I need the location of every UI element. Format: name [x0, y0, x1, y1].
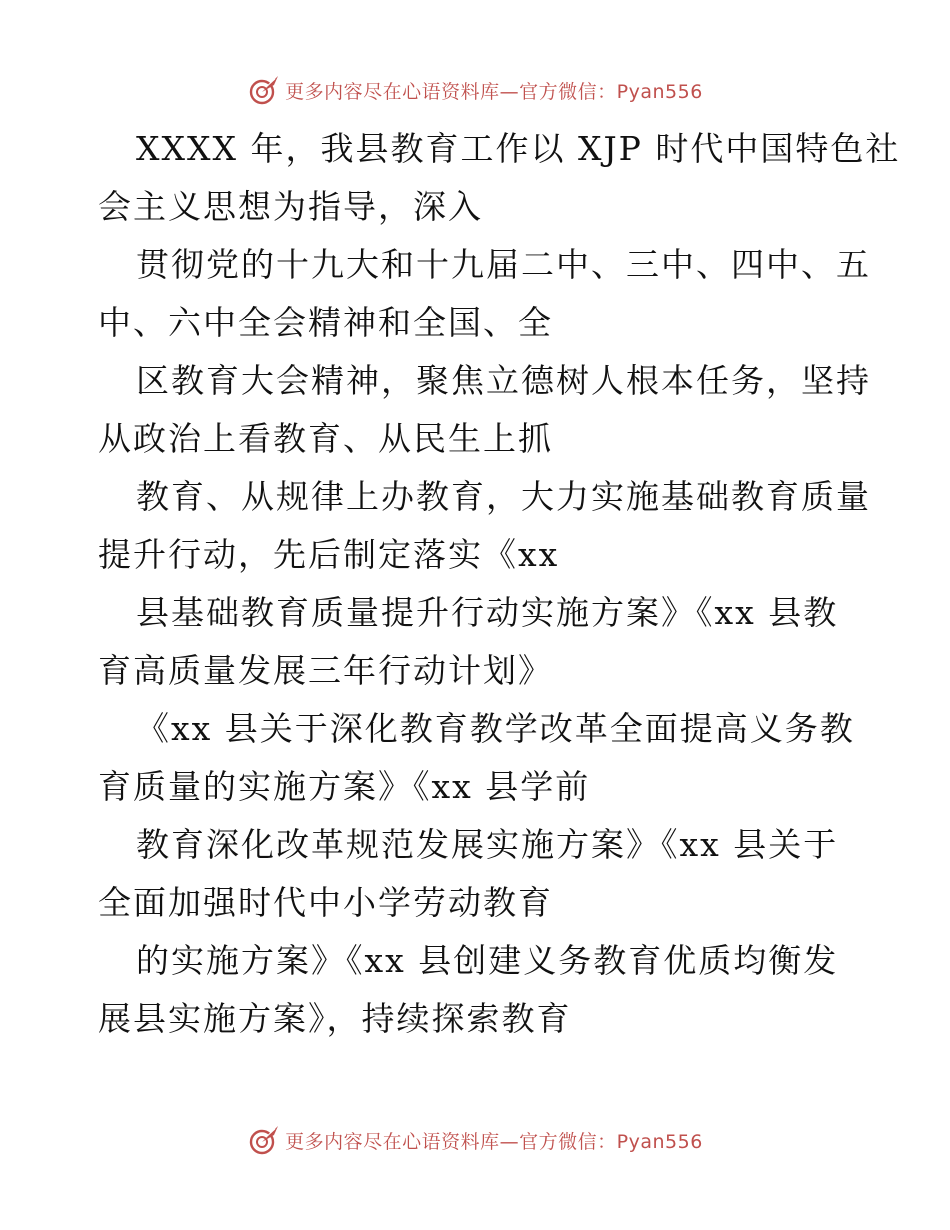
body-line: 中、六中全会精神和全国、全 — [98, 303, 553, 342]
header-banner-title: 更多内容尽在心语资料库 — [285, 80, 500, 103]
quill-logo-icon — [247, 1123, 281, 1157]
body-line: 教育深化改革规范发展实施方案》《xx 县关于 — [136, 825, 839, 864]
document-body — [98, 120, 901, 1048]
footer-banner-title: 更多内容尽在心语资料库 — [285, 1130, 500, 1153]
body-line: 《xx 县关于深化教育教学改革全面提高义务教 — [136, 709, 855, 748]
body-line: 育质量的实施方案》《xx 县学前 — [98, 767, 591, 806]
header-banner-separator: — — [499, 80, 520, 103]
body-line: 区教育大会精神，聚焦立德树人根本任务，坚持 — [136, 361, 871, 400]
body-line: 的实施方案》《xx 县创建义务教育优质均衡发 — [136, 941, 839, 980]
body-line: 从政治上看教育、从民生上抓 — [98, 419, 553, 458]
body-line: 提升行动，先后制定落实《xx — [98, 535, 560, 574]
body-line: 会主义思想为指导，深入 — [98, 187, 483, 226]
body-line: 贯彻党的十九大和十九届二中、三中、四中、五 — [136, 245, 871, 284]
body-line: 展县实施方案》，持续探索教育 — [98, 999, 572, 1038]
body-line: XXXX 年，我县教育工作以 XJP 时代中国特色社 — [136, 129, 901, 168]
header-banner-text — [285, 77, 703, 104]
body-line: 育高质量发展三年行动计划》 — [98, 651, 553, 690]
footer-banner-separator: — — [499, 1130, 520, 1153]
header-banner-wechat: 官方微信：Pyan556 — [519, 80, 703, 103]
footer-banner-text — [285, 1127, 703, 1154]
header-banner — [0, 70, 950, 110]
body-line: 全面加强时代中小学劳动教育 — [98, 883, 553, 922]
body-line: 县基础教育质量提升行动实施方案》《xx 县教 — [136, 593, 839, 632]
body-line: 教育、从规律上办教育，大力实施基础教育质量 — [136, 477, 871, 516]
quill-logo-icon — [247, 73, 281, 107]
footer-banner — [0, 1120, 950, 1160]
footer-banner-wechat: 官方微信：Pyan556 — [519, 1130, 703, 1153]
